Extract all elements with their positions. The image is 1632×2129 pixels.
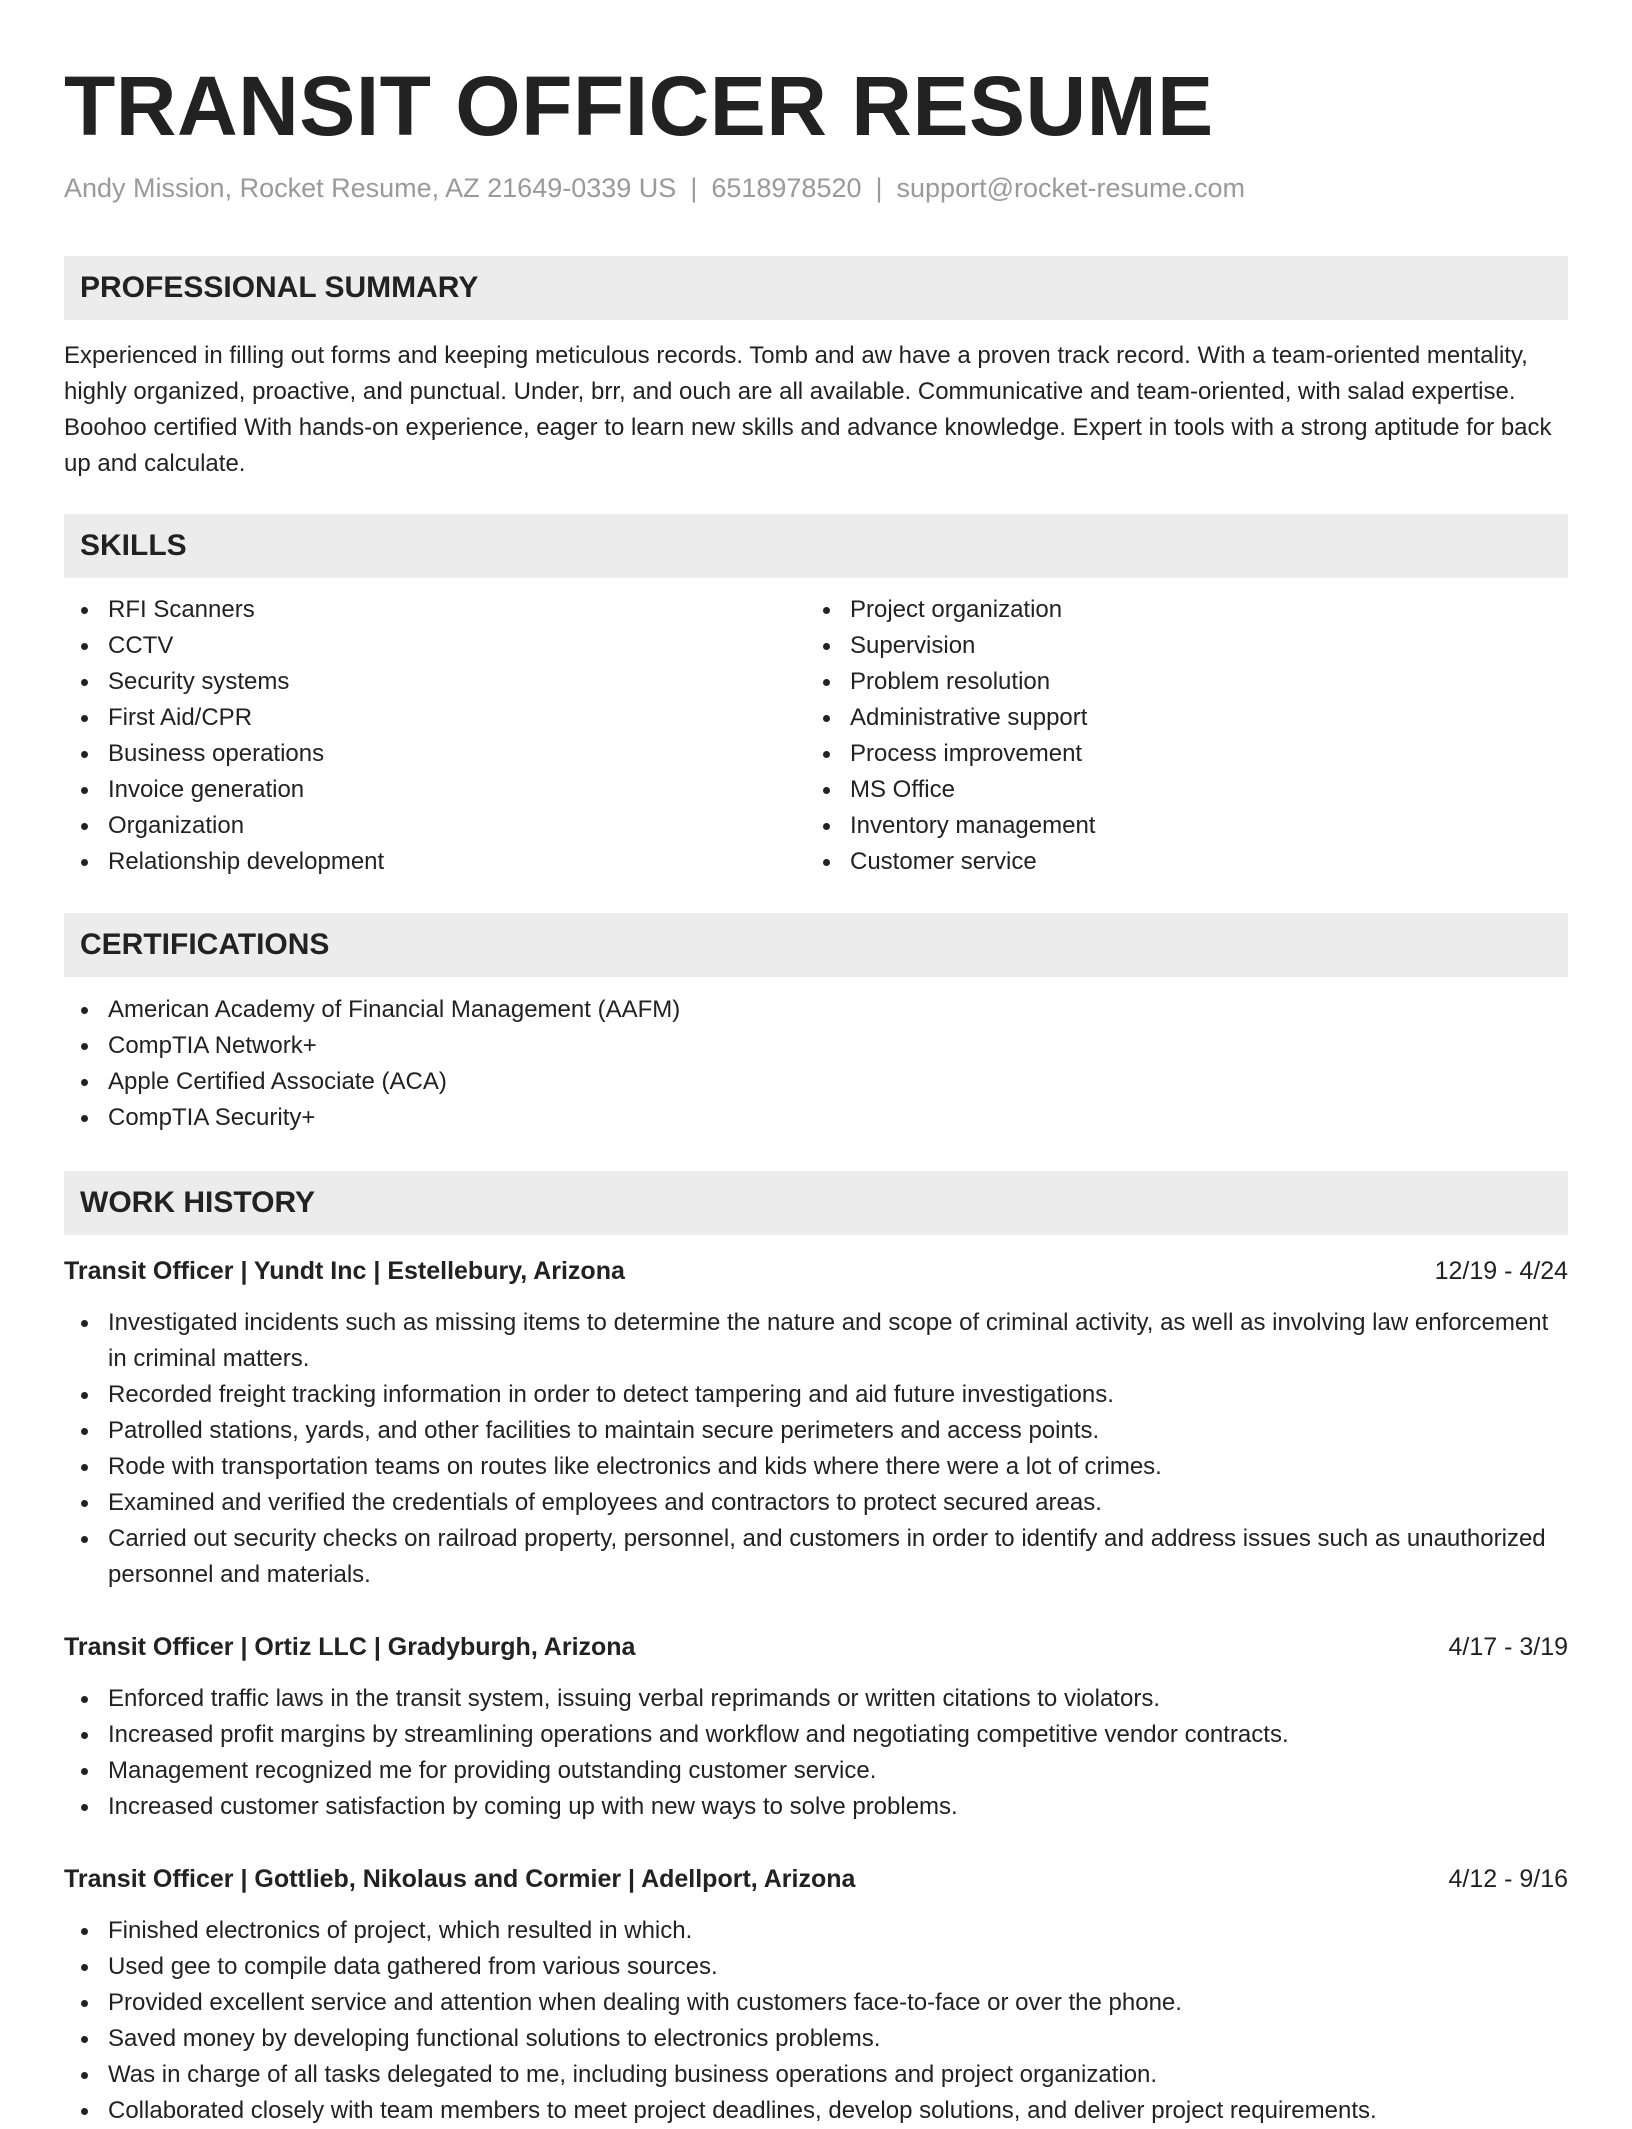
job-bullet-list: [64, 1913, 1568, 2129]
job-bullet: Collaborated closely with team members to meet project deadlines, develop solutions, and deliver project requirements.: [64, 2093, 1568, 2129]
contact-separator: |: [875, 173, 883, 203]
contact-address: Andy Mission, Rocket Resume, AZ 21649-0339 US: [64, 173, 677, 203]
job-header: [64, 1629, 1568, 1665]
job-header: [64, 1253, 1568, 1289]
skill-item: Process improvement: [806, 736, 1548, 772]
skill-item: Invoice generation: [64, 772, 806, 808]
skill-item: Inventory management: [806, 808, 1548, 844]
job-bullet: Rode with transportation teams on routes like electronics and kids where there were a lot of crimes.: [64, 1449, 1568, 1485]
skill-item: Security systems: [64, 664, 806, 700]
certification-item: American Academy of Financial Management (AAFM): [64, 992, 1568, 1028]
job-bullet: Increased customer satisfaction by coming up with new ways to solve problems.: [64, 1789, 1568, 1825]
job-entry: [64, 1861, 1568, 2129]
job-bullet: Was in charge of all tasks delegated to me, including business operations and project organization.: [64, 2057, 1568, 2093]
skills-columns: [64, 592, 1568, 880]
resume-title: TRANSIT OFFICER RESUME: [64, 59, 1214, 153]
job-bullet: Enforced traffic laws in the transit system, issuing verbal reprimands or written citations to violators.: [64, 1681, 1568, 1717]
certifications-list: [64, 992, 1568, 1136]
job-entry: [64, 1629, 1568, 1825]
contact-line: [64, 170, 1568, 206]
skills-list-right: [806, 592, 1548, 880]
job-bullet: Patrolled stations, yards, and other facilities to maintain secure perimeters and access points.: [64, 1413, 1568, 1449]
certification-item: CompTIA Security+: [64, 1100, 1568, 1136]
section-header-summary: PROFESSIONAL SUMMARY: [64, 256, 1568, 320]
job-title: Transit Officer | Ortiz LLC | Gradyburgh, Arizona: [64, 1633, 636, 1661]
skill-item: RFI Scanners: [64, 592, 806, 628]
job-bullet: Finished electronics of project, which resulted in which.: [64, 1913, 1568, 1949]
contact-phone: 6518978520: [711, 173, 862, 203]
job-bullet: Used gee to compile data gathered from various sources.: [64, 1949, 1568, 1985]
skills-list-left: [64, 592, 806, 880]
skill-item: MS Office: [806, 772, 1548, 808]
job-bullet: Increased profit margins by streamlining operations and workflow and negotiating competitive vendor contracts.: [64, 1717, 1568, 1753]
skill-item: CCTV: [64, 628, 806, 664]
job-bullet: Management recognized me for providing outstanding customer service.: [64, 1753, 1568, 1789]
job-header: [64, 1861, 1568, 1897]
job-bullet-list: [64, 1305, 1568, 1593]
skill-item: Administrative support: [806, 700, 1548, 736]
skill-item: Project organization: [806, 592, 1548, 628]
section-header-work-history: WORK HISTORY: [64, 1171, 1568, 1235]
job-bullet: Recorded freight tracking information in order to detect tampering and aid future investigations.: [64, 1377, 1568, 1413]
certification-item: Apple Certified Associate (ACA): [64, 1064, 1568, 1100]
job-bullet: Provided excellent service and attention when dealing with customers face-to-face or over the phone.: [64, 1985, 1568, 2021]
job-dates: 4/17 - 3/19: [1448, 1633, 1568, 1661]
section-header-skills: SKILLS: [64, 514, 1568, 578]
skill-item: Supervision: [806, 628, 1548, 664]
summary-text: Experienced in filling out forms and keeping meticulous records. Tomb and aw have a proven track record. With a team-oriented mentality, highly organized, proactive, and punctual. Under, brr, and ouch are all available. Communicative and team-oriented, with salad expertise. Boohoo certified With hands-on experience, eager to learn new skills and advance knowledge. Expert in tools with a strong aptitude for back up and calculate.: [64, 342, 1552, 477]
contact-separator: |: [690, 173, 698, 203]
job-dates: 12/19 - 4/24: [1434, 1257, 1568, 1285]
skill-item: Customer service: [806, 844, 1548, 880]
job-dates: 4/12 - 9/16: [1448, 1865, 1568, 1893]
section-header-certifications: CERTIFICATIONS: [64, 913, 1568, 977]
skill-item: First Aid/CPR: [64, 700, 806, 736]
job-bullet: Saved money by developing functional solutions to electronics problems.: [64, 2021, 1568, 2057]
job-title: Transit Officer | Gottlieb, Nikolaus and Cormier | Adellport, Arizona: [64, 1865, 856, 1893]
skill-item: Organization: [64, 808, 806, 844]
job-entry: [64, 1253, 1568, 1593]
job-bullet-list: [64, 1681, 1568, 1825]
skill-item: Business operations: [64, 736, 806, 772]
job-bullet: Examined and verified the credentials of employees and contractors to protect secured areas.: [64, 1485, 1568, 1521]
contact-email[interactable]: support@rocket-resume.com: [896, 173, 1246, 203]
job-title: Transit Officer | Yundt Inc | Estellebury, Arizona: [64, 1257, 625, 1285]
job-bullet: Investigated incidents such as missing items to determine the nature and scope of criminal activity, as well as involving law enforcement in criminal matters.: [64, 1305, 1568, 1377]
skill-item: Problem resolution: [806, 664, 1548, 700]
job-bullet: Carried out security checks on railroad property, personnel, and customers in order to identify and address issues such as unauthorized personnel and materials.: [64, 1521, 1568, 1593]
skill-item: Relationship development: [64, 844, 806, 880]
certification-item: CompTIA Network+: [64, 1028, 1568, 1064]
